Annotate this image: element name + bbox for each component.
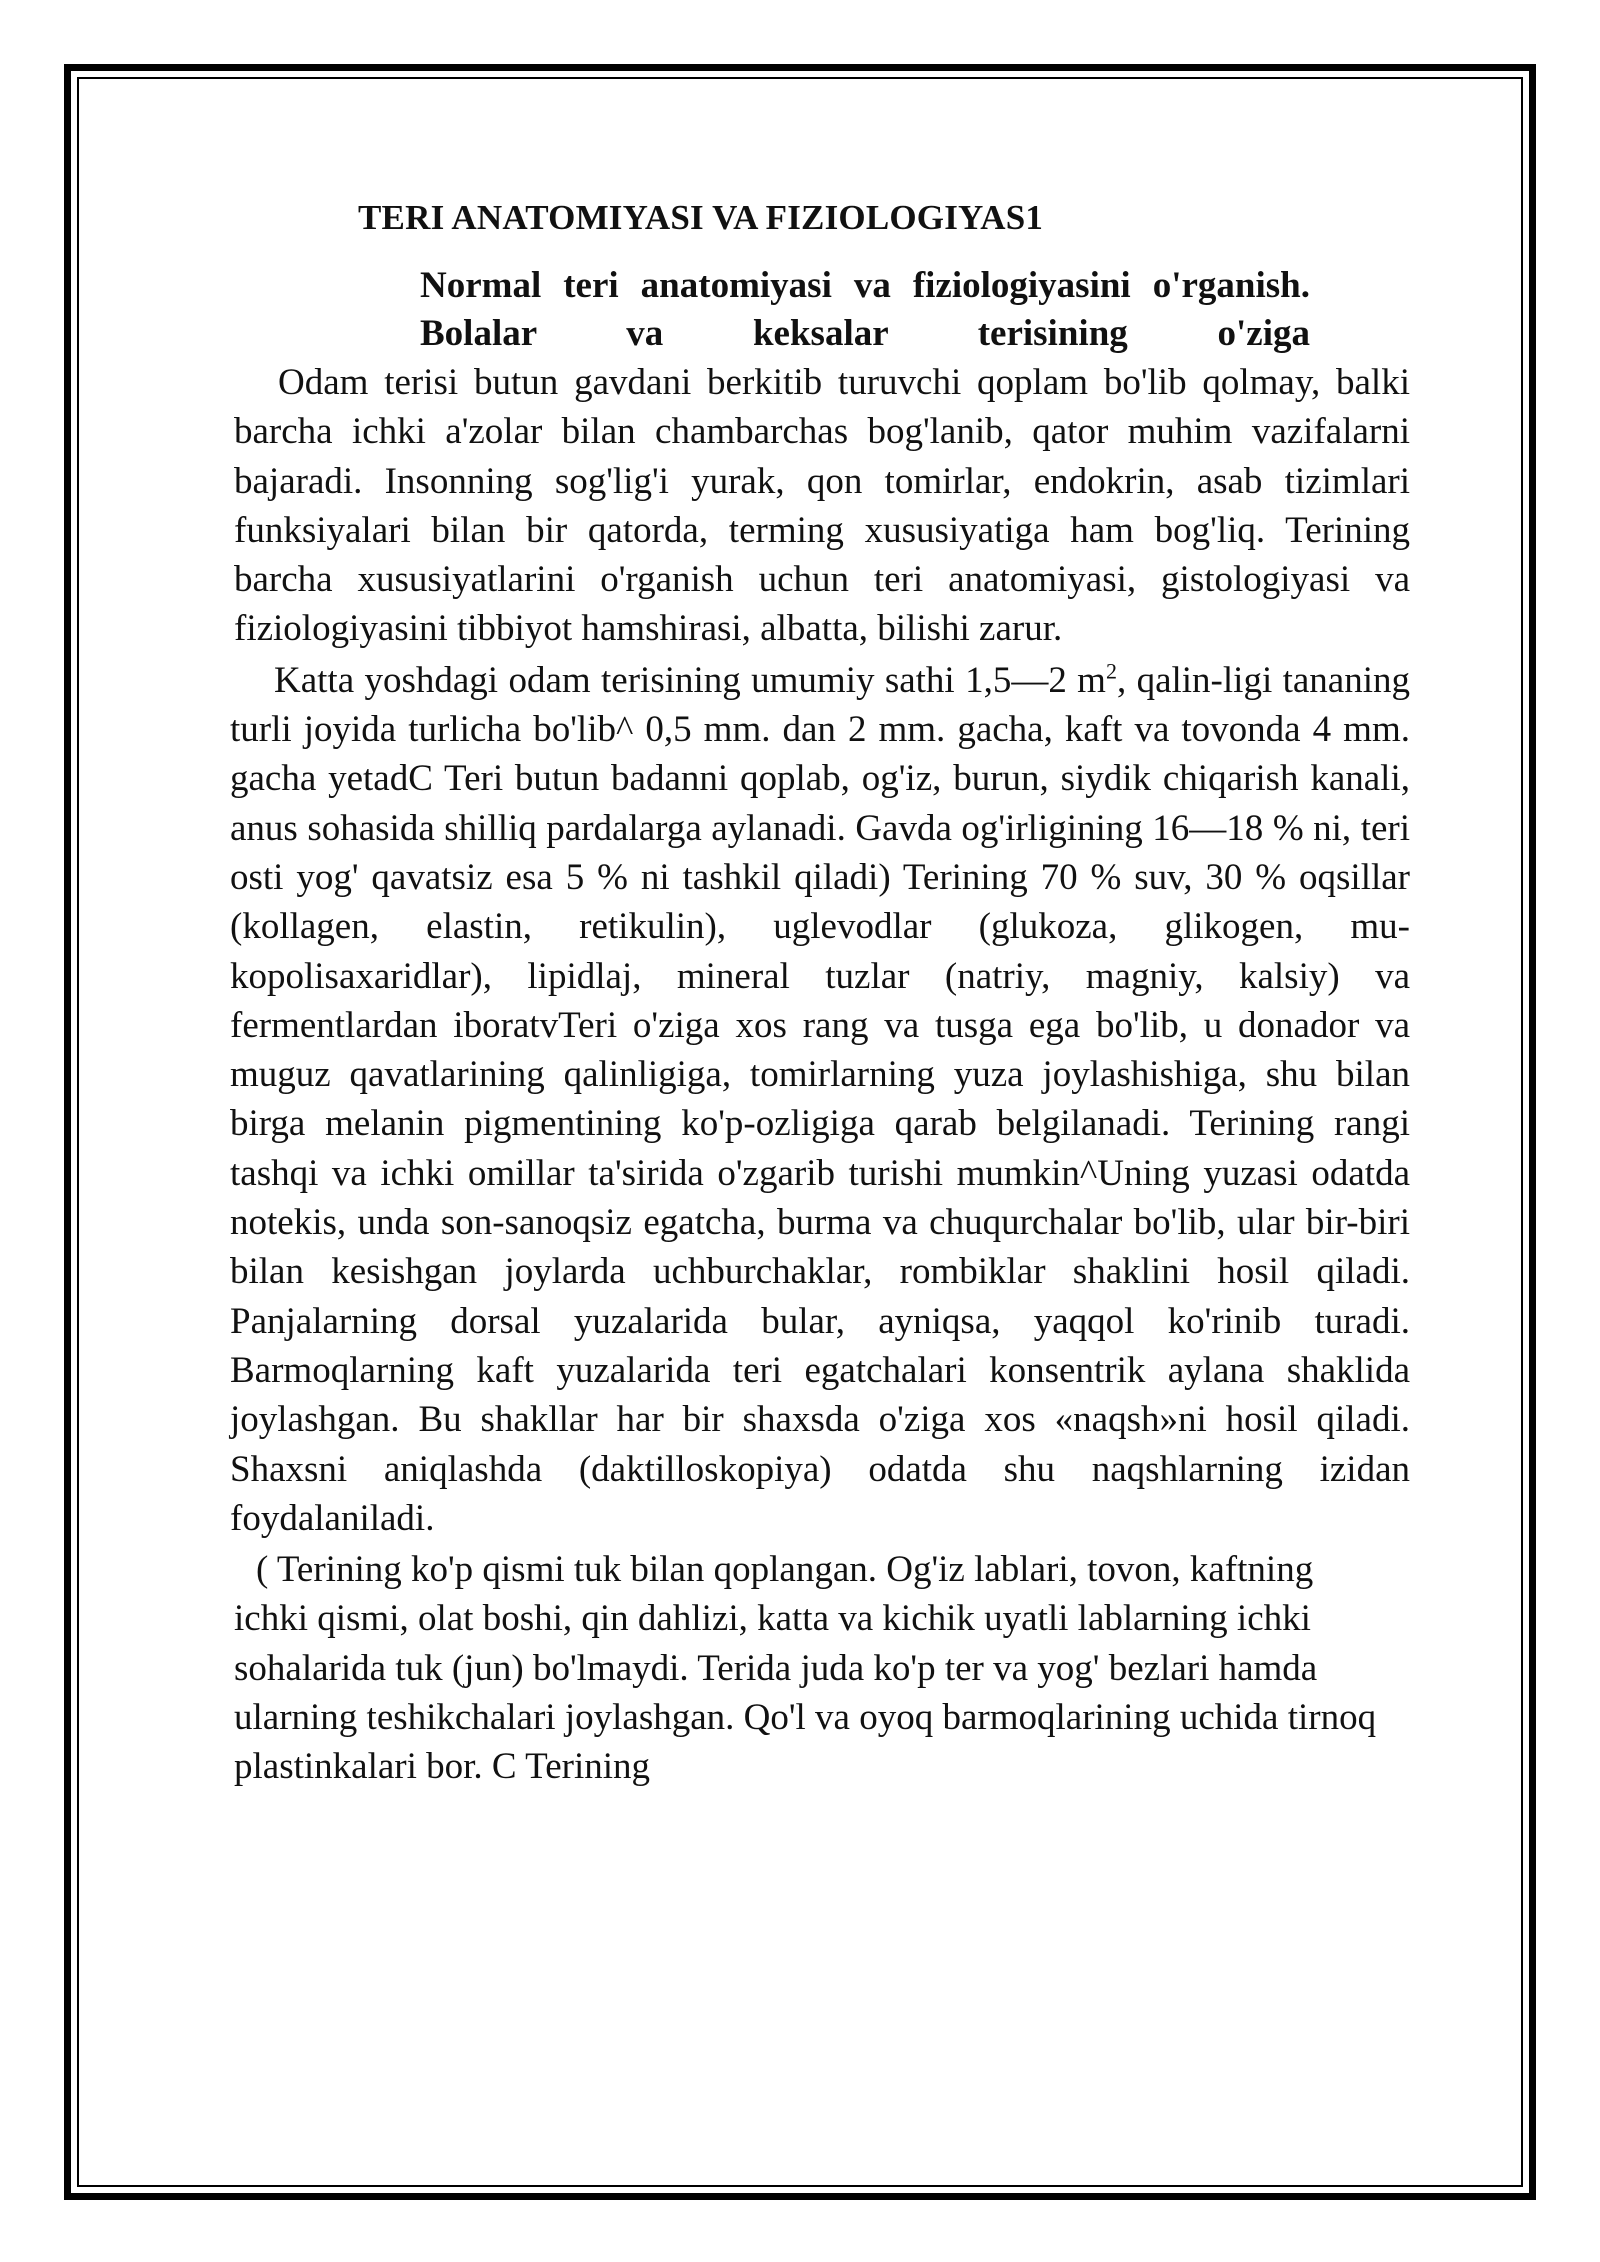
document-subtitle: Normal teri anatomiyasi va fiziologiyasini o'rganish. Bolalar va keksalar terisining o'ziga	[420, 265, 1310, 354]
paragraph-2-start: Katta yoshdagi odam terisining umumiy sathi 1,5—2 m	[274, 659, 1106, 701]
document-body	[230, 196, 1410, 1792]
paragraph-2-rest: , qalin-ligi tananing turli joyida turlicha bo'lib^ 0,5 mm. dan 2 mm. gacha, kaft va tovonda 4 mm. gacha yetadC Teri butun badanni qoplab, og'iz, burun, siydik chiqarish kanali, anus sohasida shilliq pardalarga aylanadi. Gavda og'irligining 16—18 % ni, teri osti yog' qavatsiz esa 5 % ni tashkil qiladi) Terining 70 % suv, 30 % oqsillar (kollagen, elastin, retikulin), uglevodlar (glukoza, glikogen, mu-kopolisaxaridlar), lipidlaj, mineral tuzlar (natriy, magniy, kalsiy) va fermentlardan iboratvTeri o'ziga xos rang va tusga ega bo'lib, u donador va muguz qavatlarining qalinligiga, tomirlarning yuza joylashishiga, shu bilan birga melanin pigmentining ko'p-ozligiga qarab belgilanadi. Terining rangi tashqi va ichki omillar ta'sirida o'zgarib turishi mumkin^Uning yuzasi odatda notekis, unda son-sanoqsiz egatcha, burma va chuqurchalar bo'lib, ular bir-biri bilan kesishgan joylarda uchburchaklar, rombiklar shaklini hosil qiladi. Panjalarning dorsal yuzalarida bular, ayniqsa, yaqqol ko'rinib turadi. Barmoqlarning kaft yuzalarida teri egatchalari konsentrik aylana shaklida joylashgan. Bu shakllar har bir shaxsda o'ziga xos «naqsh»ni hosil qiladi. Shaxsni aniqlashda (daktilloskopiya) odatda shu naqshlarning izidan foydalaniladi.	[230, 659, 1410, 1539]
paragraph-3: ( Terining ko'p qismi tuk bilan qoplangan. Og'iz lablari, tovon, kaftning ichki qismi, olat boshi, qin dahlizi, katta va kichik uyatli lablarning ichki sohalarida tuk (jun) bo'lmaydi. Terida juda ko'p ter va yog' bezlari hamda ularning teshikchalari joylashgan. Qo'l va oyoq barmoqlarining uchida tirnoq plastinkalari bor. C Terining	[234, 1549, 1377, 1788]
square-superscript: 2	[1105, 658, 1117, 684]
paragraph-1: Odam terisi butun gavdani berkitib turuvchi qoplam bo'lib qolmay, balki barcha ichki a'zolar bilan chambarchas bog'lanib, qator muhim vazifalarni bajaradi. Insonning sog'lig'i yurak, qon tomirlar, endokrin, asab tizimlari funksiyalari bilan bir qatorda, terming xususiyatiga ham bog'liq. Terining barcha xususiyatlarini o'rganish uchun teri anatomiyasi, gistologiyasi va fiziologiyasini tibbiyot hamshirasi, albatta, bilishi zarur.	[234, 362, 1410, 650]
paragraph-2	[230, 656, 1410, 1543]
document-title: TERI ANATOMIYASI VA FIZIOLOGIYAS1	[358, 198, 1044, 237]
